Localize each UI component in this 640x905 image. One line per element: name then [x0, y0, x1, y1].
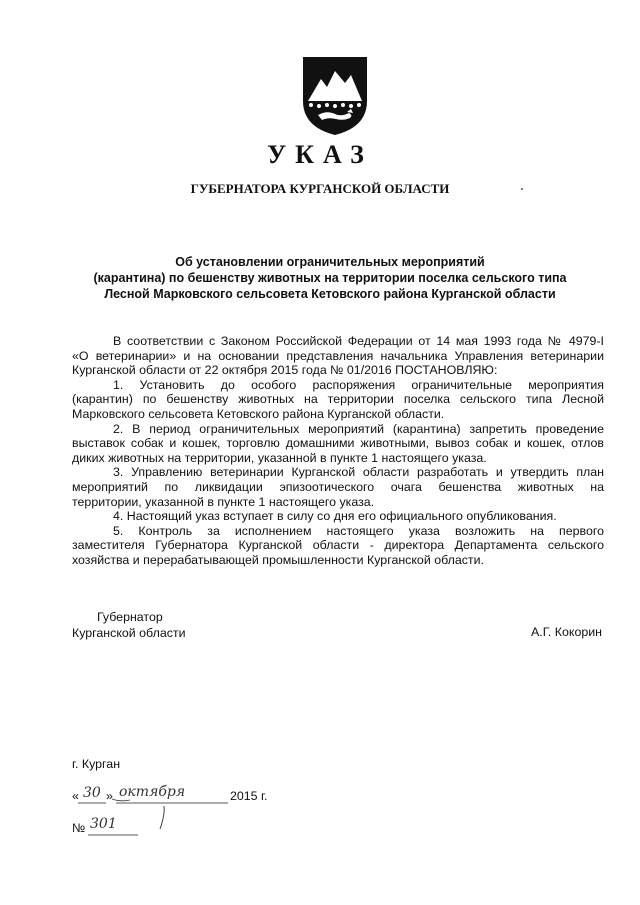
item-5-line: 5. Контроль за исполнением настоящего указа возложить на первого	[113, 523, 604, 538]
subject-line: Лесной Марковского сельсовета Кетовского района Курганской области	[104, 287, 556, 301]
item-1-line: (карантин) по бешенству животных на территории поселка сельского типа Лесной	[72, 392, 604, 407]
number-label: №	[72, 821, 86, 835]
item-2-line: диких животных на территории, указанной в пункте 1 настоящего указа.	[72, 450, 487, 465]
intro-line: В соответствии с Законом Российской Федерации от 14 мая 1993 года № 4979-I	[113, 334, 604, 348]
item-3-line: мероприятий по ликвидации эпизоотического очага бешенства животных на	[72, 479, 604, 494]
issue-place: г. Курган	[72, 757, 121, 771]
item-4-line: 4. Настоящий указ вступает в силу со дня его официального опубликования.	[113, 509, 557, 524]
date-month: октября	[119, 784, 186, 800]
intro-line: Курганской области от 22 октября 2015 года № 01/2016 ПОСТАНОВЛЯЮ:	[72, 363, 498, 378]
document-title: УКАЗ	[267, 140, 373, 169]
item-3-line: территории, указанной в пункте 1 настоящего указа.	[72, 494, 375, 509]
document-subtitle: ГУБЕРНАТОРА КУРГАНСКОЙ ОБЛАСТИ	[190, 181, 450, 196]
date-year: 2015 г.	[230, 789, 268, 803]
item-1-line: 1. Установить до особого распоряжения ограничительные мероприятия	[113, 377, 604, 392]
signatory-title	[72, 610, 186, 641]
signatory-region: Курганской области	[72, 625, 186, 640]
intro-line: «О ветеринарии» и на основании представления начальника Управления ветеринарии	[72, 348, 604, 363]
item-2-line: 2. В период ограничительных мероприятий (карантина) запретить проведение	[113, 421, 604, 436]
number-value: 301	[90, 816, 117, 832]
item-5-line: заместителя Губернатора Курганской области - директора Департамента сельского	[72, 538, 604, 553]
decree-body	[72, 334, 604, 568]
item-1-line: Марковского сельсовета Кетовского района Курганской области.	[72, 406, 445, 421]
subject-line: (карантина) по бешенству животных на территории поселка сельского типа	[93, 271, 567, 285]
item-5-line: хозяйства и перерабатывающей промышленности Курганской области.	[72, 552, 484, 567]
date-close-quote: »	[106, 789, 113, 803]
decree-subject	[60, 254, 600, 302]
scan-speck	[521, 188, 523, 190]
signatory-name: А.Г. Кокорин	[530, 625, 602, 639]
date-open-quote: «	[72, 789, 79, 803]
signatory-position: Губернатор	[97, 610, 163, 624]
subject-line: Об установлении ограничительных мероприятий	[175, 255, 485, 269]
decree-number	[72, 818, 192, 840]
number-underline	[72, 818, 192, 840]
item-3-line: 3. Управлению ветеринарии Курганской области разработать и утвердить план	[113, 465, 604, 480]
item-2-line: выставок собак и кошек, торговлю домашними животными, вывоз собак и кошек, отлов	[72, 436, 604, 451]
coat-of-arms-icon	[301, 55, 369, 137]
date-day: 30	[83, 785, 101, 801]
